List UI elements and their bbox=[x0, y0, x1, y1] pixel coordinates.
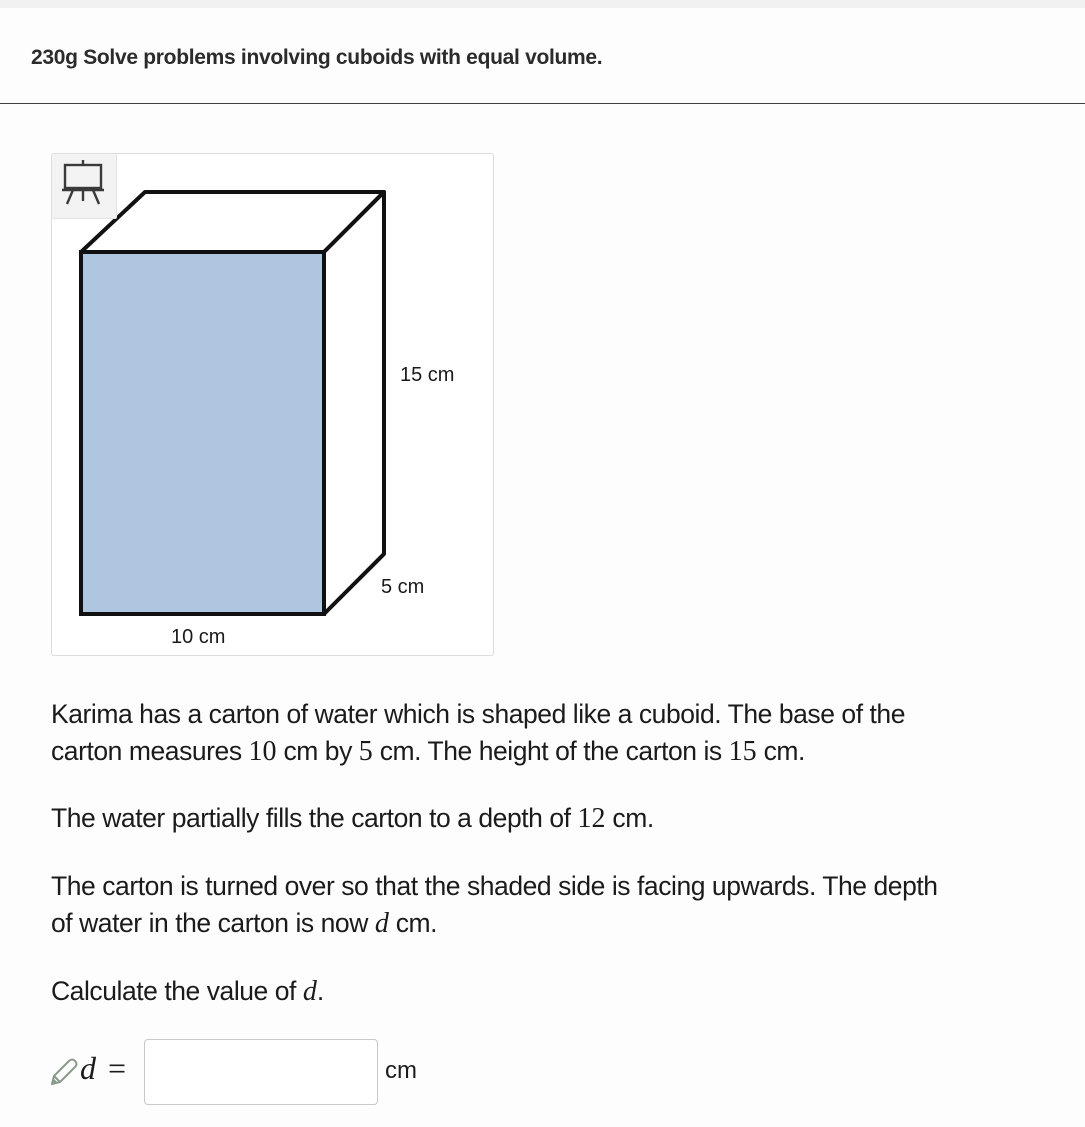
cuboid-side-face bbox=[324, 192, 384, 614]
cuboid-figure bbox=[51, 153, 494, 656]
graphie-toggle-button[interactable] bbox=[52, 154, 117, 219]
height-label: 15 cm bbox=[400, 364, 455, 386]
problem-paragraph-1: Karima has a carton of water which is shaped like a cuboid. The base of the carton measures 10 cm by 5 cm. The height of the carton is 15 cm. bbox=[51, 699, 906, 767]
width-label: 10 cm bbox=[171, 626, 226, 648]
cuboid-diagram bbox=[52, 154, 494, 656]
easel-icon bbox=[52, 154, 116, 218]
page-title: 230g Solve problems involving cuboids with equal volume. bbox=[31, 46, 603, 69]
problem-paragraph-2: The water partially fills the carton to a depth of 12 cm. bbox=[51, 803, 654, 834]
answer-equals: = bbox=[108, 1050, 127, 1086]
problem-paragraph-4: Calculate the value of d. bbox=[51, 976, 324, 1007]
answer-input[interactable] bbox=[144, 1039, 378, 1105]
answer-unit: cm bbox=[385, 1057, 417, 1084]
depth-label: 5 cm bbox=[381, 576, 425, 598]
answer-variable: d bbox=[80, 1050, 96, 1086]
cuboid-front-face-shaded bbox=[81, 252, 324, 614]
problem-paragraph-3: The carton is turned over so that the shaded side is facing upwards. The depth of water in the carton is now d cm. bbox=[51, 871, 938, 939]
page-header bbox=[0, 16, 1085, 104]
pencil-icon bbox=[48, 1054, 78, 1088]
